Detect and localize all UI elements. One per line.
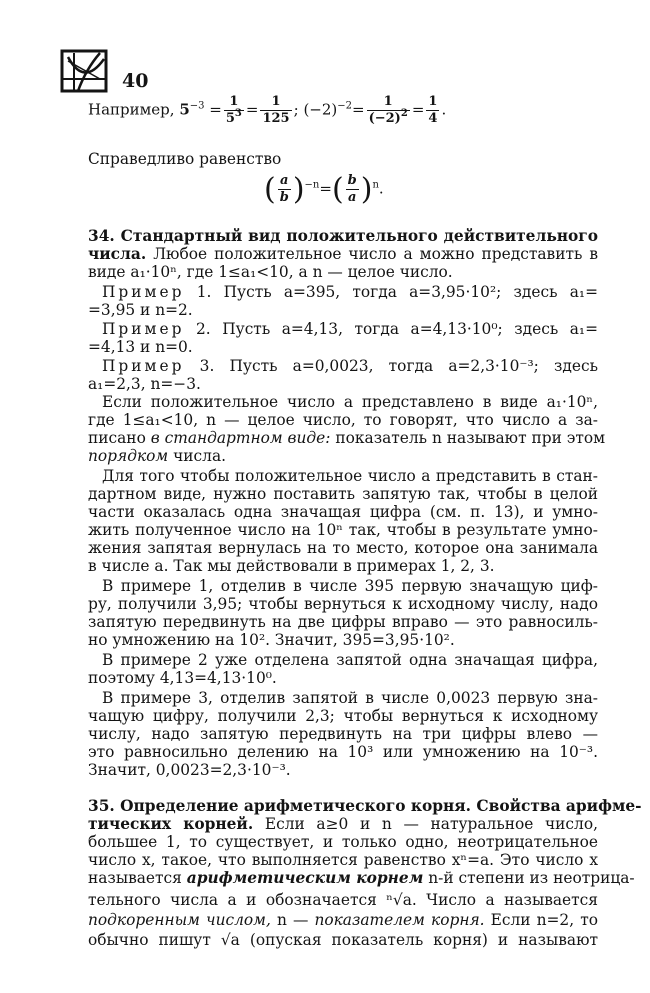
sec35-line8: обычно пишут √a (опуская показатель корня) и называют <box>88 931 598 949</box>
example2-line2: =4,13 и n=0. <box>88 338 193 356</box>
para1-line2: где 1≤a₁<10, n — целое число, то говорят, что число a за- <box>88 411 598 429</box>
sec34-heading: 34. Стандартный вид положительного действительного <box>88 227 598 245</box>
example3-line1: Пример 3. Пусть a=0,0023, тогда a=2,3·10⁻³; здесь <box>102 357 598 375</box>
sec35-line2: тических корней. Если a≥0 и n — натуральное число, <box>88 815 598 833</box>
formula-base: 5 <box>179 100 190 119</box>
equality-formula: ( $\frac{a}{b}$ )$^{-n}$=( $\frac{b}{a}$ )$^n$. <box>264 172 384 207</box>
sec34-line1: числа. Любое положительное число a можно представить в <box>88 245 598 263</box>
para4-line2: поэтому 4,13=4,13·10⁰. <box>88 669 277 687</box>
sec35-line7: подкоренным числом, n — показателем корня. Если n=2, то <box>88 911 598 929</box>
para2-line5: жения запятая вернулась на то место, которое она занимала <box>88 539 598 557</box>
para1-line3: писано в стандартном виде: показатель n называют при этом <box>88 429 606 447</box>
example2-line1: Пример 2. Пусть a=4,13, тогда a=4,13·10⁰; здесь a₁= <box>102 320 598 338</box>
para4-line1: В примере 2 уже отделена запятой одна значащая цифра, <box>102 651 598 669</box>
para2-line4: жить полученное число на 10ⁿ так, чтобы в результате умно- <box>88 521 598 539</box>
para1-line1: Если положительное число a представлено в виде a₁·10ⁿ, <box>102 393 598 411</box>
para5-line5: Значит, 0,0023=2,3·10⁻³. <box>88 761 291 779</box>
example-formula: Например, $5^{-3}$ = $\frac{1}{5^3}$ = $\frac{1}{125}$ ; $(-2)^{-2}=$ $\frac{1}{(-2)^2}$ = $\frac{1}{4}$ . <box>88 94 447 126</box>
section-logo-icon <box>60 49 108 93</box>
para2-line1: Для того чтобы положительное число a представить в стан- <box>102 467 598 485</box>
para3-line1: В примере 1, отделив в числе 395 первую значащую циф- <box>102 577 598 595</box>
sec34-line2: виде a₁·10ⁿ, где 1≤a₁<10, а n — целое число. <box>88 263 453 281</box>
para5-line3: числу, надо запятую передвинуть на три цифры влево — <box>88 725 598 743</box>
para5-line2: чащую цифру, получили 2,3; чтобы вернуться к исходному <box>88 707 598 725</box>
page-number: 40 <box>122 70 149 92</box>
example1-line1: Пример 1. Пусть a=395, тогда a=3,95·10²; здесь a₁= <box>102 283 598 301</box>
para3-line2: ру, получили 3,95; чтобы вернуться к исходному числу, надо <box>88 595 598 613</box>
para2-line3: части оказалась одна значащая цифра (см. п. 13), и умно- <box>88 503 598 521</box>
para1-line4: порядком числа. <box>88 447 227 465</box>
example-intro: Например, <box>88 100 175 119</box>
example3-line2: a₁=2,3, n=−3. <box>88 375 201 393</box>
sec35-line5: называется арифметическим корнем n-й степени из неотрица- <box>88 869 635 887</box>
sec35-heading: 35. Определение арифметического корня. Свойства арифме- <box>88 797 642 815</box>
para5-line1: В примере 3, отделив запятой в числе 0,0023 первую зна- <box>102 689 598 707</box>
sec35-line3: большее 1, то существует, и только одно, неотрицательное <box>88 833 598 851</box>
para2-line2: дартном виде, нужно поставить запятую так, чтобы в целой <box>88 485 598 503</box>
sec35-line6: тельного числа a и обозначается ⁿ√a. Число a называется <box>88 891 598 909</box>
valid-equality-text: Справедливо равенство <box>88 150 282 168</box>
para2-line6: в числе a. Так мы действовали в примерах 1, 2, 3. <box>88 557 495 575</box>
para5-line4: это равносильно делению на 10³ или умножению на 10⁻³. <box>88 743 598 761</box>
para3-line3: запятую передвинуть на две цифры вправо — это равносиль- <box>88 613 598 631</box>
para3-line4: но умножению на 10². Значит, 395=3,95·10². <box>88 631 455 649</box>
sec35-line4: число x, такое, что выполняется равенство xⁿ=a. Это число x <box>88 851 598 869</box>
example1-line2: =3,95 и n=2. <box>88 301 193 319</box>
